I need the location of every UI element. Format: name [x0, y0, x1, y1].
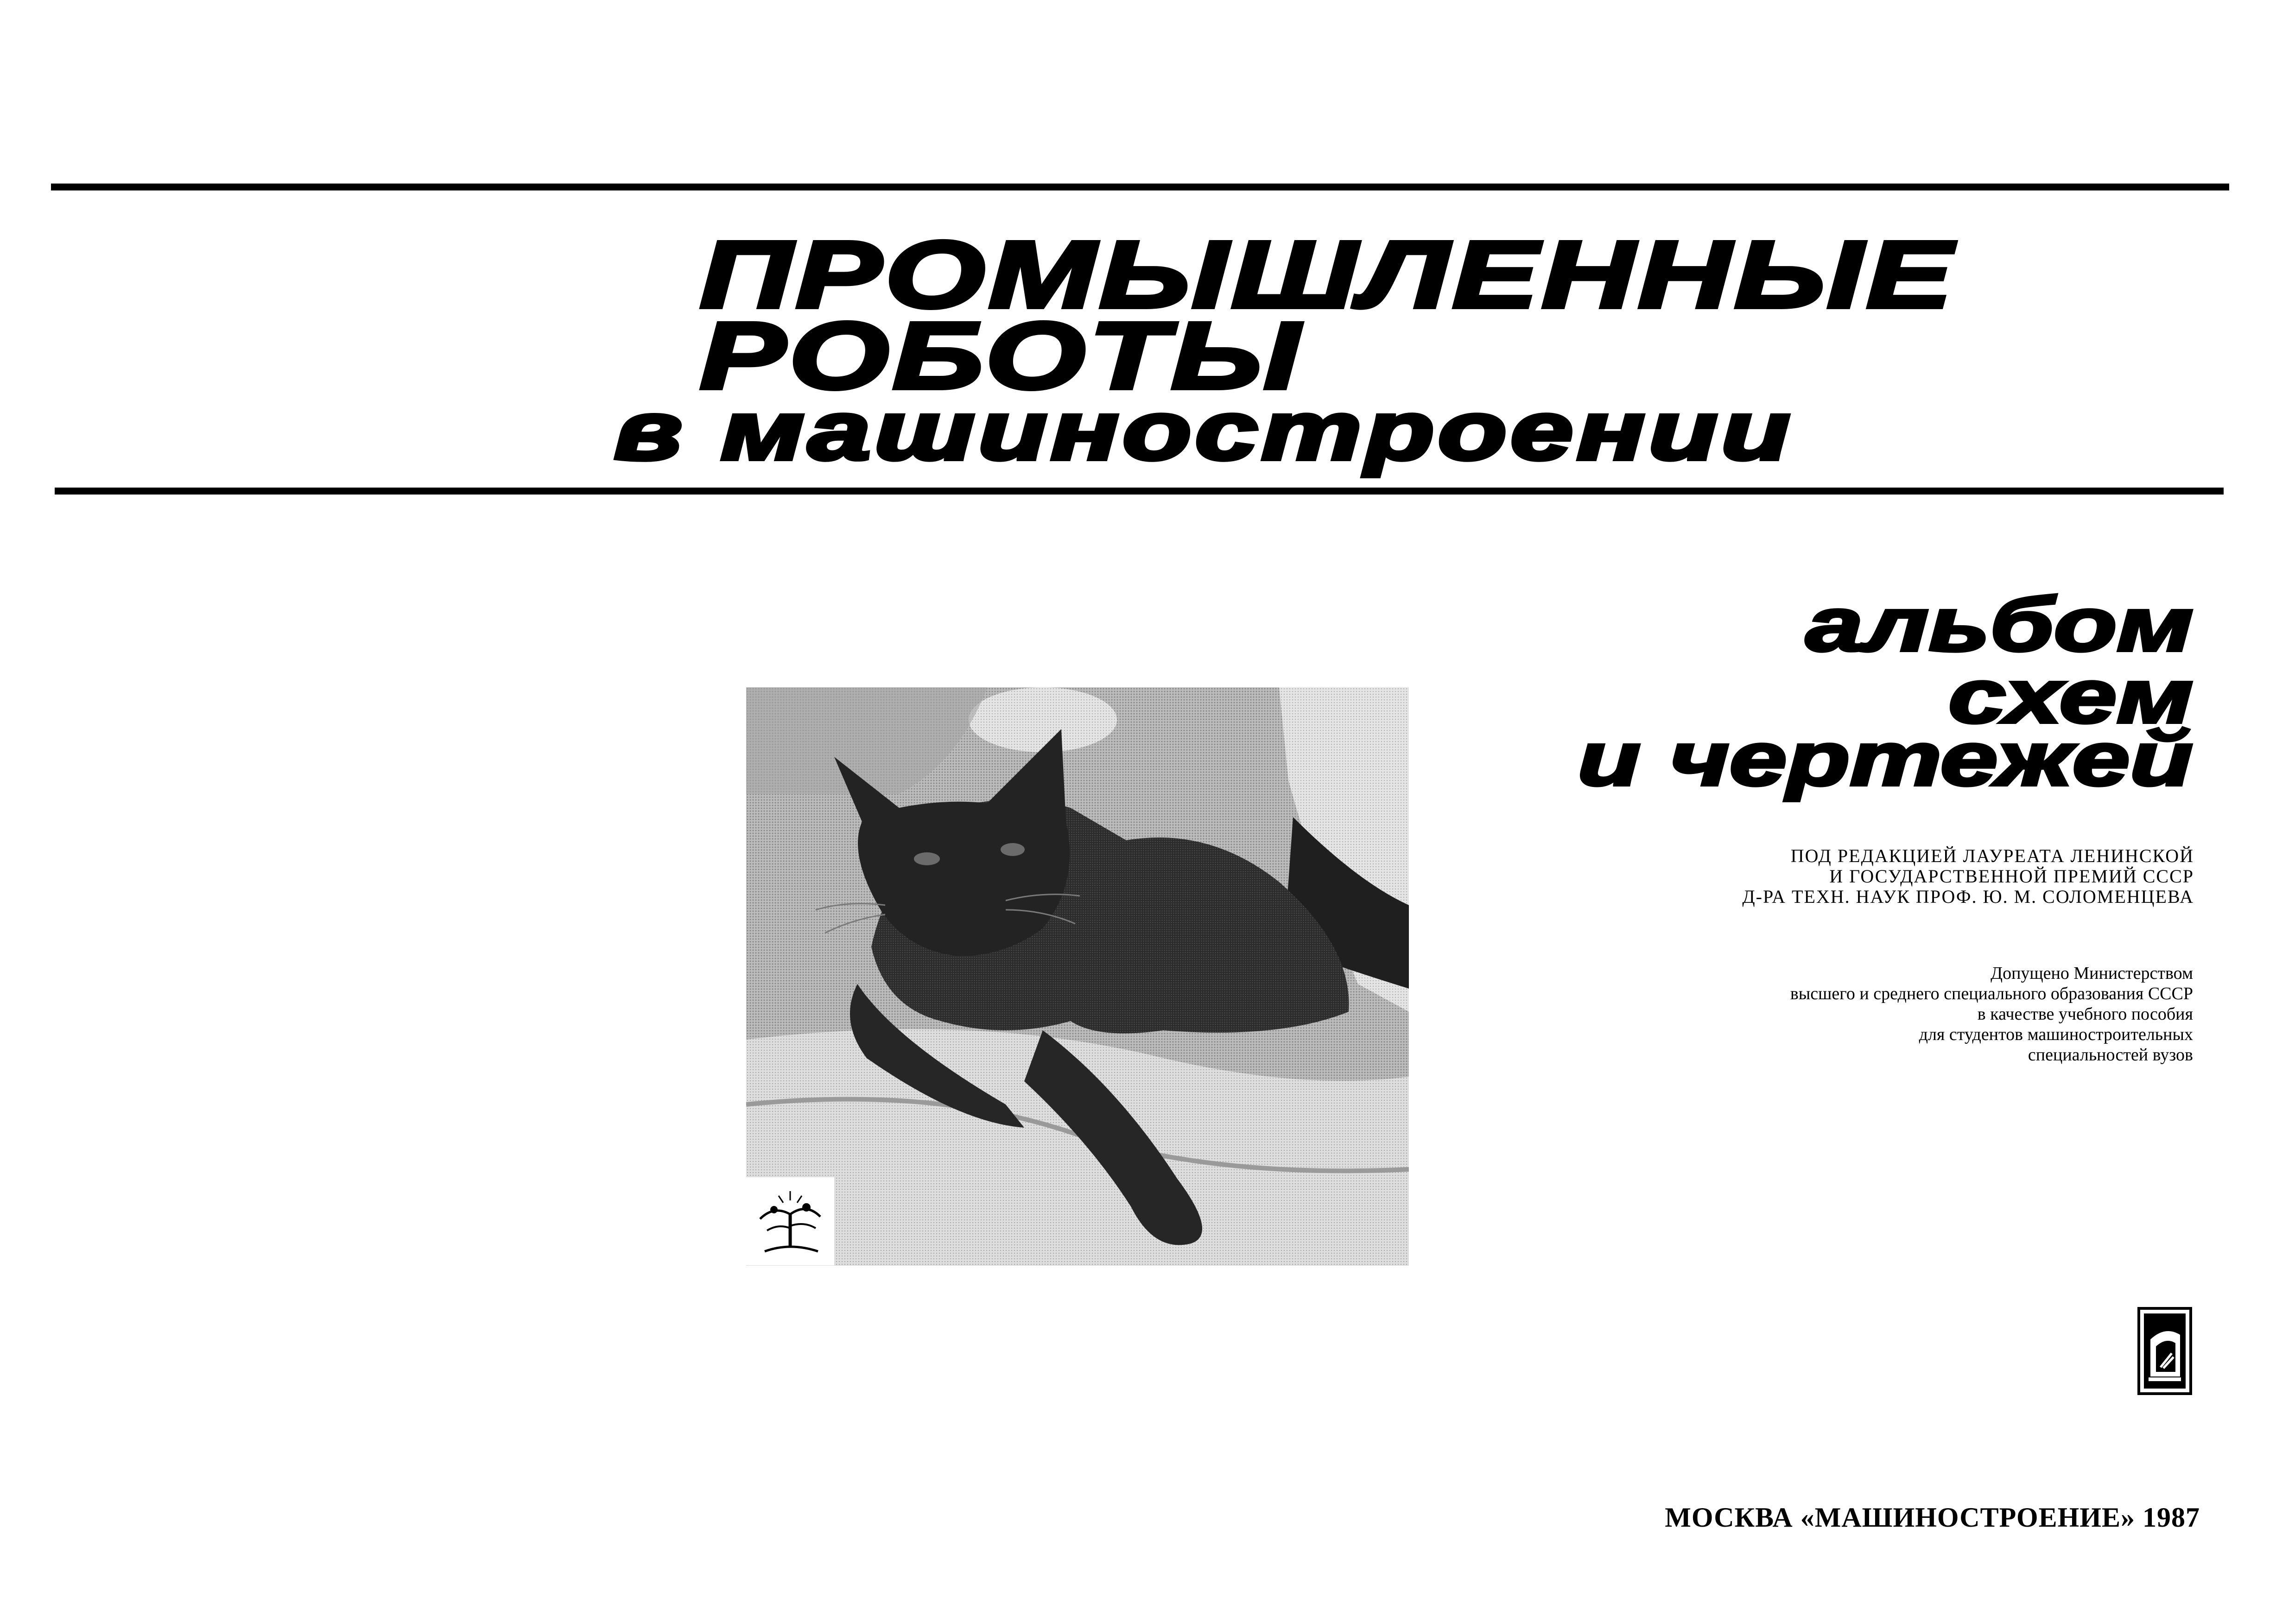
subtitle-line-2: схем	[1948, 653, 2193, 739]
black-cat-photo	[746, 687, 1409, 1266]
editor-line-2: И ГОСУДАРСТВЕННОЙ ПРЕМИЙ СССР	[1829, 866, 2194, 887]
publisher-logo-icon	[2137, 1307, 2192, 1395]
approval-line-2: высшего и среднего специального образования СССР	[1790, 984, 2193, 1003]
top-rule	[51, 184, 2229, 190]
approval-line-1: Допущено Министерством	[1991, 964, 2193, 983]
imprint: МОСКВА «МАШИНОСТРОЕНИЕ» 1987	[1665, 1502, 2200, 1533]
editor-block	[1742, 846, 2194, 907]
approval-line-5: специальностей вузов	[2028, 1045, 2193, 1065]
editor-line-3: Д-РА ТЕХН. НАУК ПРОФ. Ю. М. СОЛОМЕНЦЕВА	[1742, 886, 2194, 907]
approval-block	[1790, 963, 2193, 1065]
subtitle-line-1: альбом	[1805, 582, 2193, 667]
subtitle-line-3: и чертежей	[1578, 716, 2193, 801]
approval-line-3: в качестве учебного пособия	[1977, 1004, 2193, 1024]
approval-line-4: для студентов машиностроительных	[1919, 1025, 2193, 1044]
title-line-1: ПРОМЫШЛЕННЫЕ	[700, 222, 1956, 328]
title-line-3: в машиностроении	[614, 384, 1794, 477]
tree-emblem-icon	[746, 1177, 834, 1265]
editor-line-1: ПОД РЕДАКЦИЕЙ ЛАУРЕАТА ЛЕНИНСКОЙ	[1790, 845, 2194, 866]
middle-rule	[55, 488, 2224, 495]
title-line-2: РОБОТЫ	[700, 303, 1303, 409]
